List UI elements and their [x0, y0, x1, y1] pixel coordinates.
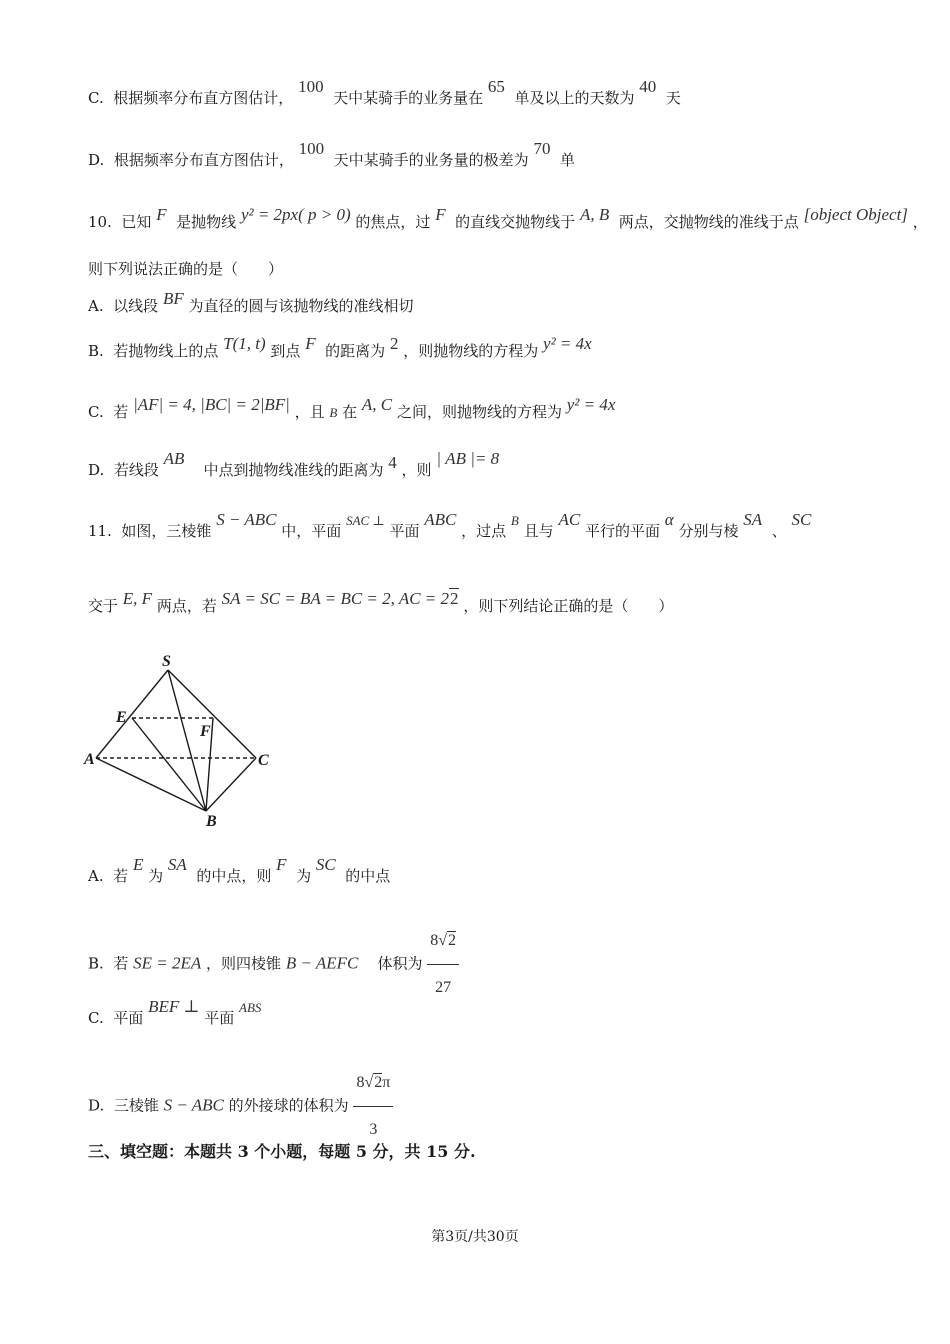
option-10a: A. 以线段 BF 为直径的圆与该抛物线的准线相切 [88, 289, 414, 315]
fraction-8root2pi-over-3: $\frac{8√2\pi}{3}$ [353, 1060, 393, 1153]
edge-sc [168, 670, 256, 758]
label-a: A [84, 751, 95, 768]
edge-cb [206, 758, 256, 811]
edge-sb [168, 670, 206, 811]
page-footer: 第3页/共30页 [431, 1229, 519, 1245]
option-10c: C. 若 |AF| = 4, |BC| = 2|BF| ，且 B 在 A, C 之间，则抛物线的方程为 y² = 4x [88, 395, 616, 421]
option-10b: B. 若抛物线上的点 T(1, t) 到点 F 的距离为 2 ，则抛物线的方程为 y² = 4x [88, 334, 592, 360]
pyramid-figure [82, 648, 282, 830]
question-11-stem: 11. 如图，三棱锥 S − ABC 中，平面 SAC ⊥ 平面 ABC ，过点 B 且与 AC 平行的平面 α 分别与棱 SA 、 SC [88, 510, 812, 540]
label-f: F [200, 723, 211, 740]
fraction-8root2-over-27: $\frac{8√2}{27}$ [427, 918, 459, 1011]
label-s: S [162, 653, 171, 670]
edge-ab [96, 758, 206, 811]
label-c: C [258, 752, 269, 769]
section-3-heading: 三、填空题：本题共 3 个小题，每题 5 分，共 15 分. [88, 1142, 476, 1161]
option-10d: D. 若线段 AB 中点到抛物线准线的距离为 4 ，则 | AB |= 8 [88, 449, 500, 479]
segment-eb [132, 718, 206, 811]
option-9c: C. 根据频率分布直方图估计， 100 天中某骑手的业务量在 65 单及以上的天数为 40 天 [88, 77, 681, 107]
option-11a: A. 若 E 为 SA 的中点，则 F 为 SC 的中点 [88, 855, 391, 885]
question-11-line2: 交于 E, F 两点，若 SA = SC = BA = BC = 2, AC = 22 ，则下列结论正确的是（ ） [88, 589, 674, 615]
edge-sa [96, 670, 168, 758]
option-11b: B. 若 SE = 2EA ，则四棱锥 B − AEFC 体积为 $\frac{8√2}{27}$ [88, 918, 459, 1011]
question-10-stem: 10. 已知 F 是抛物线 y² = 2px( p > 0) 的焦点，过 F 的直线交抛物线于 A, B 两点，交抛物线的准线于点 [object Object] ， [88, 205, 928, 231]
question-10-line2: 则下列说法正确的是（ ） [88, 260, 284, 278]
option-9d: D. 根据频率分布直方图估计， 100 天中某骑手的业务量的极差为 70 单 [88, 139, 576, 169]
option-11c: C. 平面 BEF ⊥ 平面 ABS [88, 997, 262, 1027]
option-11d: D. 三棱锥 S − ABC 的外接球的体积为 $\frac{8√2\pi}{3}$ [88, 1060, 393, 1153]
label-b: B [206, 813, 217, 830]
label-e: E [116, 709, 127, 726]
